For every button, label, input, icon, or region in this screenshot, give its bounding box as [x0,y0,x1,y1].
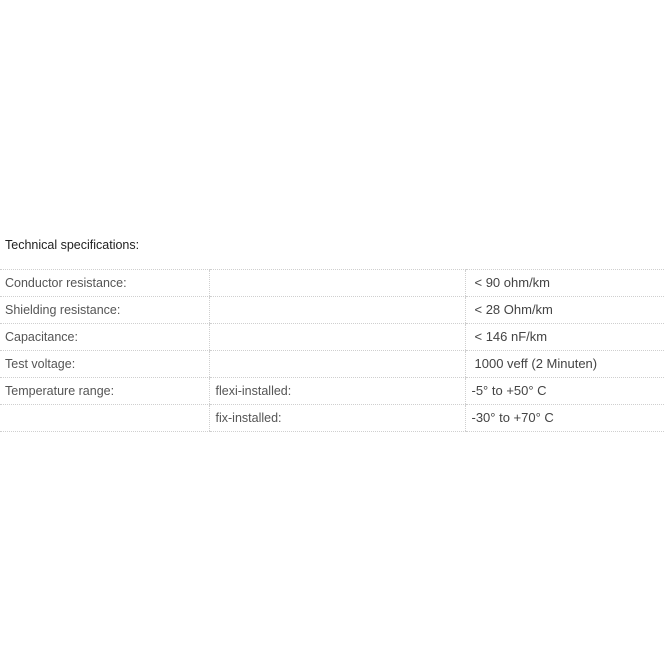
spec-label: Temperature range: [0,378,209,405]
table-row [0,351,664,378]
spec-label: Capacitance: [0,324,209,351]
spec-value: < 28 Ohm/km [465,297,664,324]
spec-label: Test voltage: [0,351,209,378]
table-row [0,405,664,432]
table-row [0,324,664,351]
spec-value: -5° to +50° C [465,378,664,405]
spec-condition: flexi-installed: [209,378,465,405]
spec-label [0,405,209,432]
spec-condition [209,324,465,351]
spec-label: Shielding resistance: [0,297,209,324]
spec-table [0,269,664,432]
spec-condition [209,270,465,297]
table-row [0,270,664,297]
section-title: Technical specifications: [5,238,140,252]
spec-condition [209,297,465,324]
table-row [0,378,664,405]
spec-value: 1000 veff (2 Minuten) [465,351,664,378]
spec-label: Conductor resistance: [0,270,209,297]
spec-condition [209,351,465,378]
spec-condition: fix-installed: [209,405,465,432]
table-row [0,297,664,324]
spec-value: < 146 nF/km [465,324,664,351]
spec-value: -30° to +70° C [465,405,664,432]
spec-value: < 90 ohm/km [465,270,664,297]
